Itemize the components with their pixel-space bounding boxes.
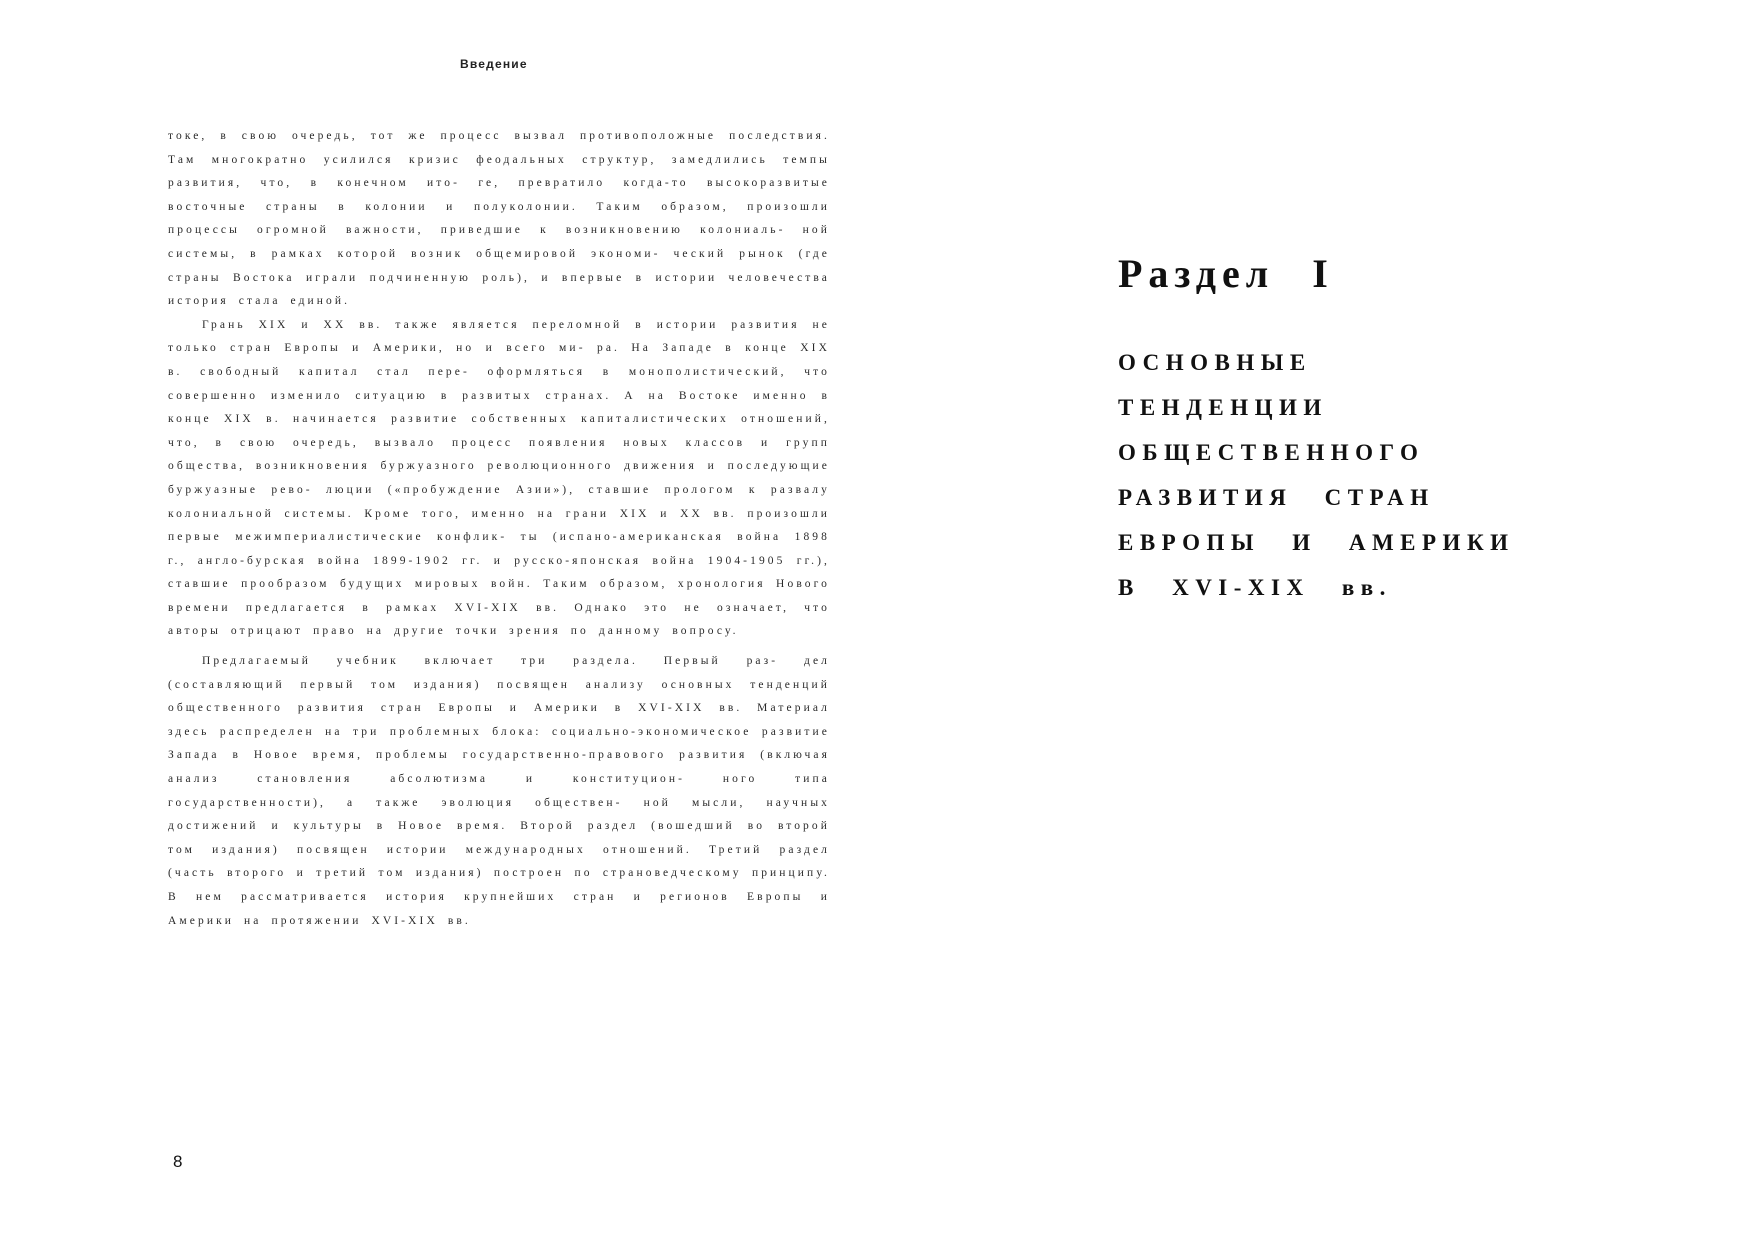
section-title-line: ОБЩЕСТВЕННОГО (1118, 440, 1425, 465)
right-page (877, 0, 1754, 1239)
section-title-line: ЕВРОПЫ И АМЕРИКИ (1118, 530, 1515, 555)
section-title (1118, 340, 1678, 610)
section-title-line: В XVI-XIX вв. (1118, 575, 1392, 600)
body-text (168, 125, 830, 933)
paragraph-3: Предлагаемый учебник включает три раздела. Первый раз- дел (составляющий первый том издания) посвящен анализу основных тенденций общественного развития стран Европы и Америки в XVI-XIX вв. Материал здесь распределен на три проблемных блока: социально-экономическое развитие Запада в Новое время, проблемы государственно-правового развития (включая анализ становления абсолютизма и конституцион- ного типа государственности), а также эволюция обществен- ной мысли, научных достижений и культуры в Новое время. Второй раздел (вошедший во второй том издания) посвящен истории международных отношений. Третий раздел (часть второго и третий том издания) построен по страноведческому принципу. В нем рассматривается история крупнейших стран и регионов Европы и Америки на протяжении XVI-XIX вв. (168, 655, 830, 927)
section-label: Раздел I (1118, 251, 1334, 296)
section-title-line: РАЗВИТИЯ СТРАН (1118, 485, 1435, 510)
section-title-line: ОСНОВНЫЕ (1118, 350, 1312, 375)
running-head: Введение (460, 57, 528, 71)
page-number: 8 (173, 1152, 183, 1171)
section-title-line: ТЕНДЕНЦИИ (1118, 395, 1328, 420)
paragraph-1: токе, в свою очередь, тот же процесс вызвал противоположные последствия. Там многократно усилился кризис феодальных структур, замедлились темпы развития, что, в конечном ито- ге, превратило когда-то высокоразвитые восточные страны в колонии и полуколонии. Таким образом, произошли процессы огромной важности, приведшие к возникновению колониаль- ной системы, в рамках которой возник общемировой экономи- ческий рынок (где страны Востока играли подчиненную роль), и впервые в истории человечества история стала единой. (168, 130, 830, 308)
paragraph-2: Грань XIX и XX вв. также является переломной в истории развития не только стран Европы и Америки, но и всего ми- ра. На Западе в конце XIX в. свободный капитал стал пере- оформляться в монополистический, что совершенно изменило ситуацию в развитых странах. А на Востоке именно в конце XIX в. начинается развитие собственных капиталистических отношений, что, в свою очередь, вызвало процесс появления новых классов и групп общества, возникновения буржуазного революционного движения и последующие буржуазные рево- люции («пробуждение Азии»), ставшие прологом к развалу колониальной системы. Кроме того, именно на грани XIX и XX вв. произошли первые межимпериалистические конфлик- ты (испано-американская война 1898 г., англо-бурская война 1899-1902 гг. и русско-японская война 1904-1905 гг.), ставшие прообразом будущих мировых войн. Таким образом, хронология Нового времени предлагается в рамках XVI-XIX вв. Однако это не означает, что авторы отрицают право на другие точки зрения по данному вопросу. (168, 318, 830, 638)
